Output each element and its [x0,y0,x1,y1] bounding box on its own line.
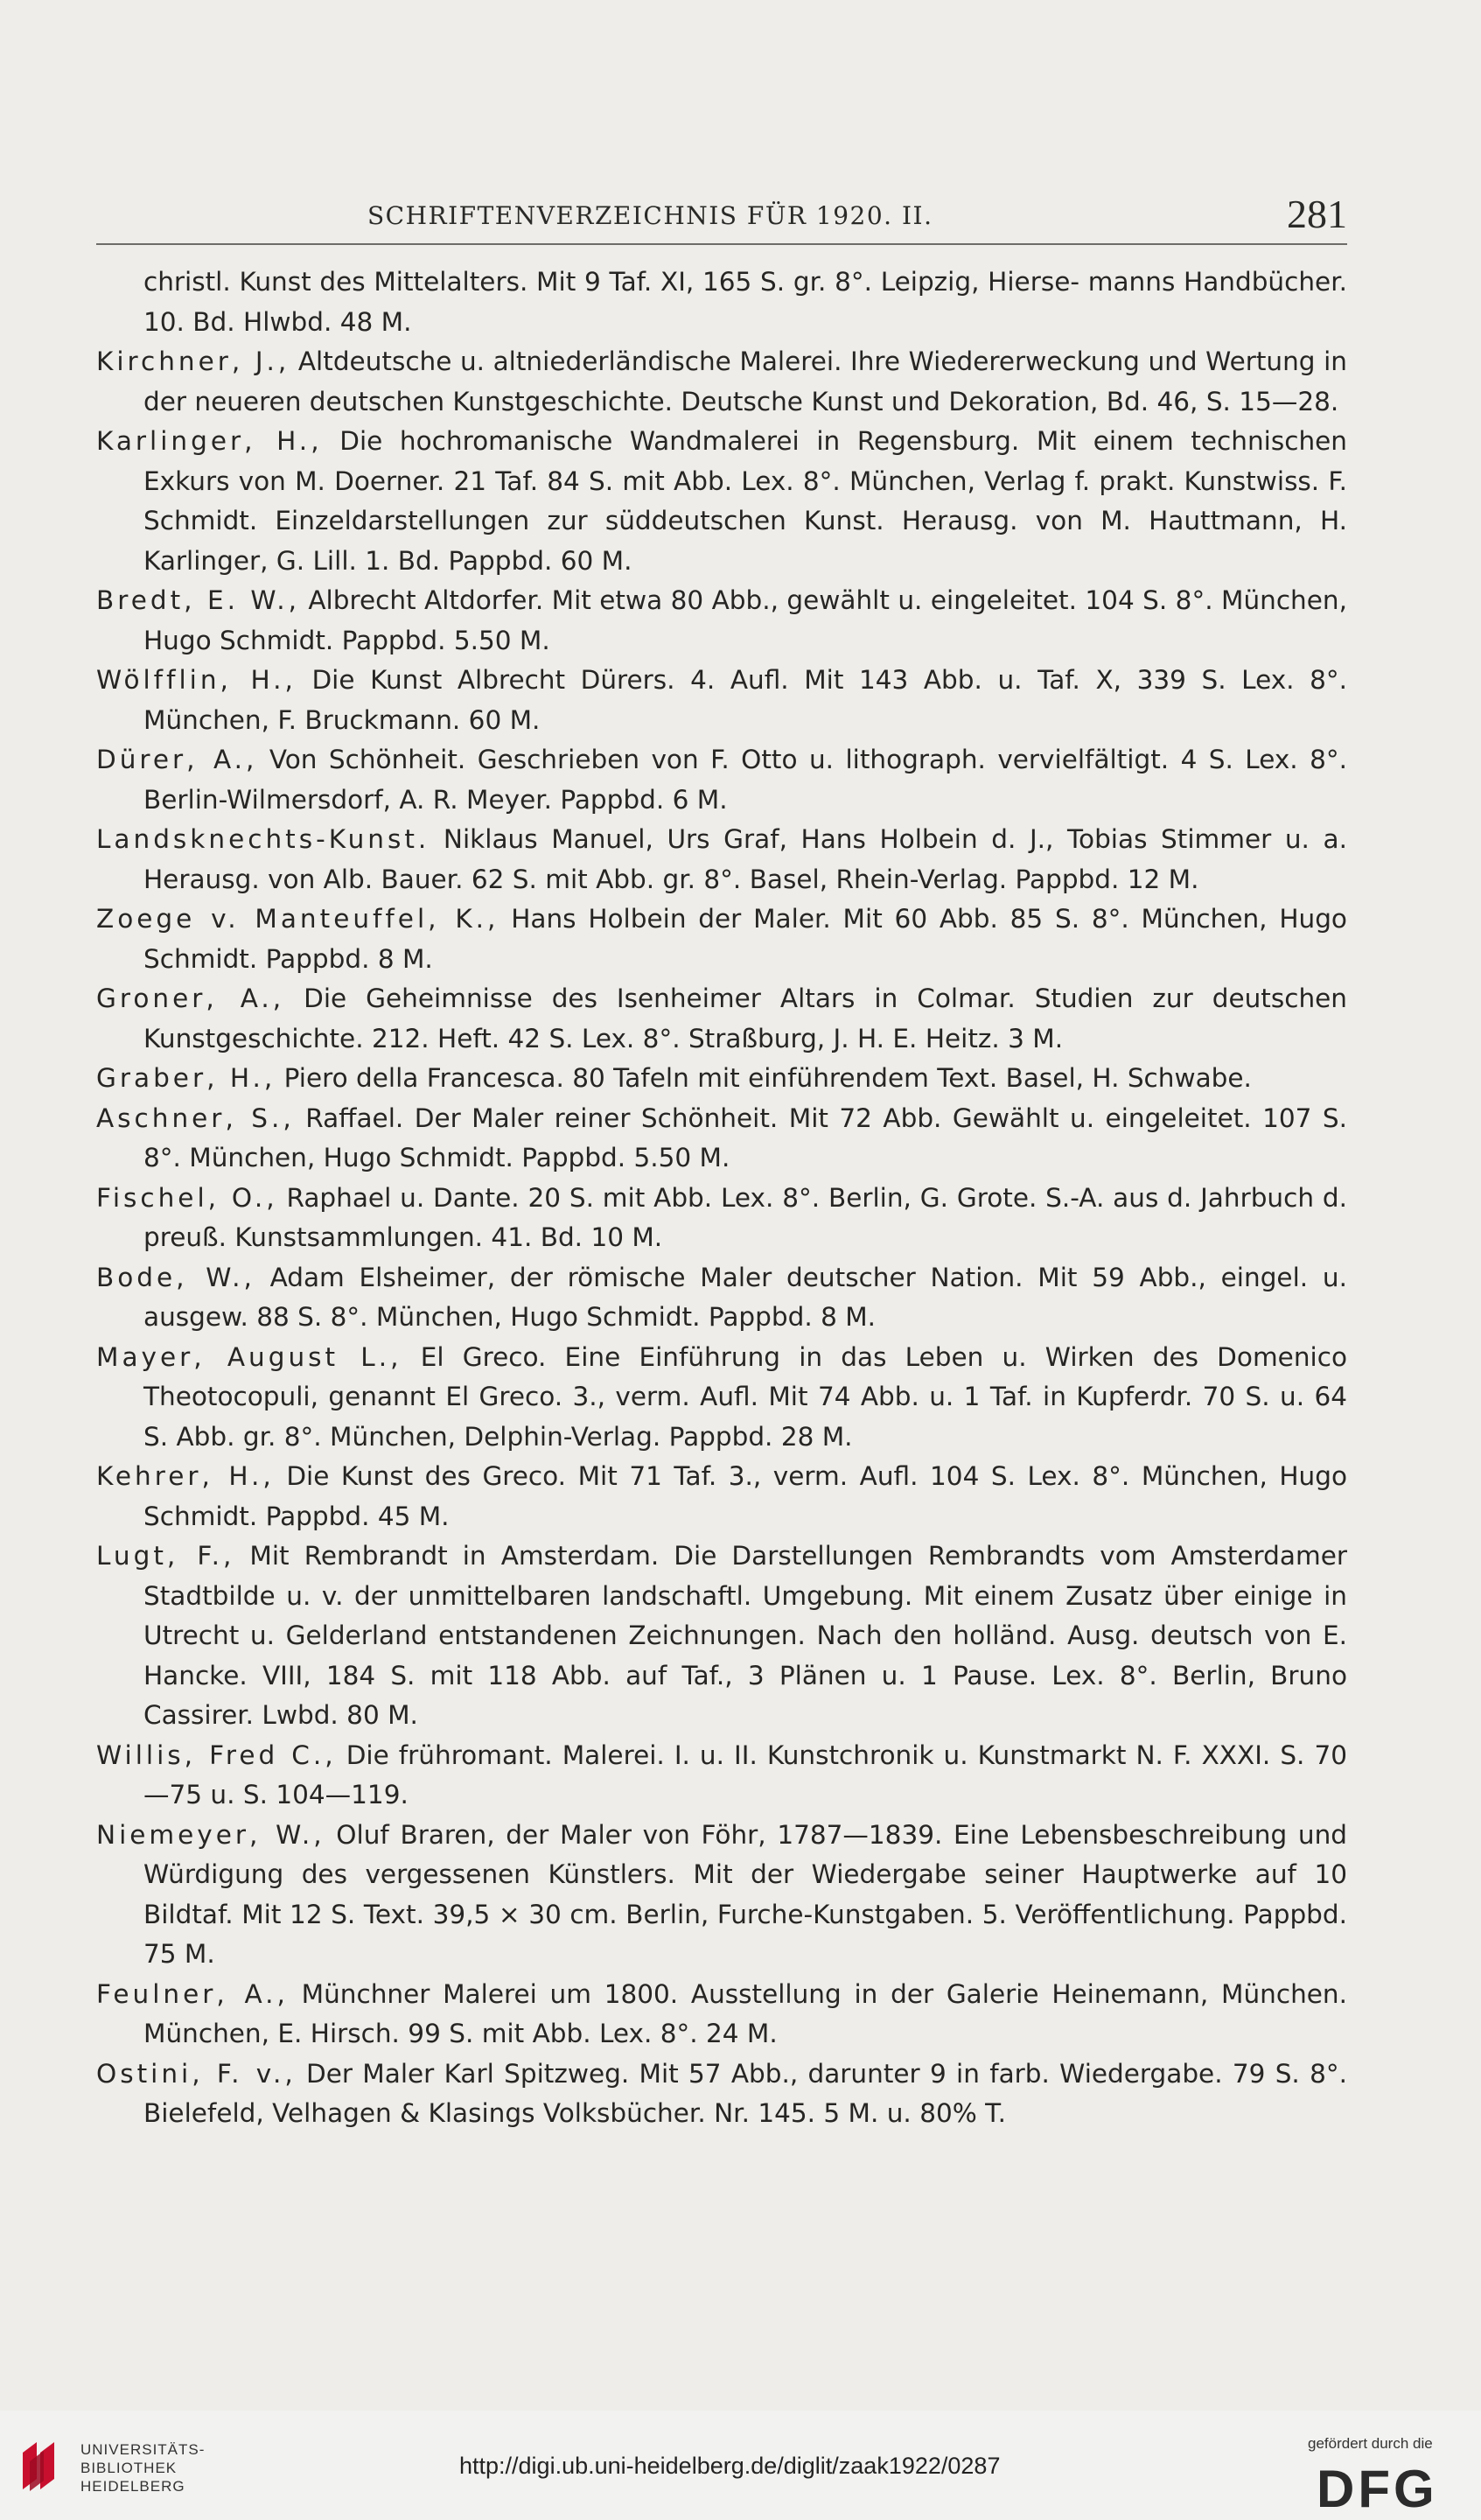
bibliography-entry [96,1736,1347,1816]
entry-author: Feulner, A., [96,1978,289,2009]
bibliography-entry [96,1059,1347,1099]
bibliography-entry [96,1338,1347,1458]
bibliography-list [96,262,1347,2134]
entry-author: Niemeyer, W., [96,1819,325,1850]
bibliography-entry [96,581,1347,661]
entry-text: Oluf Braren, der Maler von Föhr, 1787—1839. Eine Lebensbeschreibung und Würdigung des vergessenen Künstlers. Mit der Wiedergabe seiner Hauptwerke auf 10 Bildtaf. Mit 12 S. Text. 39,5 × 30 cm. Berlin, Furche-Kunstgaben. 5. Veröffentlichung. Pappbd. 75 M. [143,1819,1347,1969]
funding-caption: gefördert durch die [1308,2435,1433,2452]
entry-author: Graber, H., [96,1063,276,1093]
entry-author: Zoege v. Manteuffel, K., [96,904,499,934]
entry-text: Münchner Malerei um 1800. Ausstellung in der Galerie Heinemann, München. München, E. Hirsch. 99 S. mit Abb. Lex. 8°. 24 M. [143,1978,1347,2048]
entry-text: Raffael. Der Maler reiner Schönheit. Mit 72 Abb. Gewählt u. eingeleitet. 107 S. 8°. München, Hugo Schmidt. Pappbd. 5.50 M. [143,1102,1347,1172]
entry-author: Willis, Fred C., [96,1740,337,1770]
entry-text: Die frühromant. Malerei. I. u. II. Kunstchronik u. Kunstmarkt N. F. XXXI. S. 70—75 u. S. 104—119. [143,1740,1347,1810]
entry-text: Die hochromanische Wandmalerei in Regensburg. Mit einem technischen Exkurs von M. Doerner. 21 Taf. 84 S. mit Abb. Lex. 8°. München, Verlag f. prakt. Kunstwiss. F. Schmidt. Einzeldarstellungen zur süddeutschen Kunst. Herausg. von M. Hauttmann, H. Karlinger, G. Lill. 1. Bd. Pappbd. 60 M. [143,426,1347,576]
library-name [80,2440,205,2496]
entry-author: Landsknechts-Kunst. [96,824,430,854]
bibliography-entry [96,342,1347,422]
entry-text: El Greco. Eine Einführung in das Leben u. Wirken des Domenico Theotocopuli, genannt El Greco. 3., verm. Aufl. Mit 74 Abb. u. 1 Taf. in Kupferdr. 70 S. u. 64 S. Abb. gr. 8°. München, Delphin-Verlag. Pappbd. 28 M. [143,1341,1347,1452]
entry-author: Kehrer, H., [96,1461,275,1491]
entry-text: Altdeutsche u. altniederländische Malerei. Ihre Wiedererweckung und Wertung in der neueren deutschen Kunstgeschichte. Deutsche Kunst und Dekoration, Bd. 46, S. 15—28. [143,346,1347,416]
entry-author: Karlinger, H., [96,426,323,456]
entry-author: Ostini, F. v., [96,2058,297,2089]
entry-text: Hans Holbein der Maler. Mit 60 Abb. 85 S. 8°. München, Hugo Schmidt. Pappbd. 8 M. [143,904,1347,974]
entry-author: Bredt, E. W., [96,585,300,615]
entry-author: Fischel, O., [96,1182,278,1213]
entry-author: Dürer, A., [96,745,258,774]
ub-heidelberg-logo-icon [17,2437,66,2495]
entry-text: Mit Rembrandt in Amsterdam. Die Darstellungen Rembrandts vom Amsterdamer Stadtbilde u. v. der unmittelbaren landschaftl. Umgebung. Mit einem Zusatz über einige in Utrecht u. Gelderland entstandenen Zeichnungen. Nach den holländ. Ausg. deutsch von E. Hancke. VIII, 184 S. mit 118 Abb. auf Taf., 3 Plänen u. 1 Pause. Lex. 8°. Berlin, Bruno Cassirer. Lwbd. 80 M. [143,1541,1347,1730]
entry-text: Die Kunst Albrecht Dürers. 4. Aufl. Mit 143 Abb. u. Taf. X, 339 S. Lex. 8°. München, F. Bruckmann. 60 M. [143,665,1348,735]
bibliography-entry [96,740,1347,820]
entry-author: Kirchner, J., [96,346,290,376]
entry-author: Mayer, August L., [96,1341,402,1372]
continued-line-2: manns Handbücher. 10. Bd. Hlwbd. 48 M. [143,267,1347,337]
entry-text: Niklaus Manuel, Urs Graf, Hans Holbein d. J., Tobias Stimmer u. a. Herausg. von Alb. Bauer. 62 S. mit Abb. gr. 8°. Basel, Rhein-Verlag. Pappbd. 12 M. [143,824,1347,894]
entry-text: Von Schönheit. Geschrieben von F. Otto u. lithograph. vervielfältigt. 4 S. Lex. 8°. Berlin-Wilmersdorf, A. R. Meyer. Pappbd. 6 M. [143,745,1348,815]
bibliography-entry [96,900,1347,979]
bibliography-entry [96,1179,1347,1258]
continued-line-1: christl. Kunst des Mittelalters. Mit 9 Taf. XI, 165 S. gr. 8°. Leipzig, Hierse- [143,267,1080,297]
header-title: SCHRIFTENVERZEICHNIS FÜR 1920. II. [367,201,933,230]
bibliography-entry [96,1816,1347,1975]
bibliography-entry [96,1536,1347,1736]
permalink-url[interactable]: http://digi.ub.uni-heidelberg.de/diglit/zaak1922/0287 [459,2453,1001,2479]
bibliography-entry [96,1975,1347,2054]
bibliography-entry [96,422,1347,581]
library-line-2: BIBLIOTHEK [80,2460,178,2476]
entry-text: Adam Elsheimer, der römische Maler deutscher Nation. Mit 59 Abb., eingel. u. ausgew. 88 S. 8°. München, Hugo Schmidt. Pappbd. 8 M. [143,1262,1347,1332]
entry-author: Groner, A., [96,984,285,1013]
bibliography-entry [96,1258,1347,1338]
entry-author: Wölfflin, H., [96,665,297,695]
bibliography-entry [96,2054,1347,2134]
entry-text: Raphael u. Dante. 20 S. mit Abb. Lex. 8°. Berlin, G. Grote. S.-A. aus d. Jahrbuch d. preuß. Kunstsammlungen. 41. Bd. 10 M. [143,1182,1347,1252]
running-header [367,191,1347,243]
entry-text: Piero della Francesca. 80 Tafeln mit einführendem Text. Basel, H. Schwabe. [276,1063,1252,1093]
entry-author: Lugt, F., [96,1541,235,1571]
page-number: 281 [1287,192,1347,236]
dfg-logo: DFG [1317,2460,1438,2518]
entry-author: Bode, W., [96,1262,255,1292]
library-line-1: UNIVERSITÄTS- [80,2441,206,2458]
digitization-footer [0,2411,1481,2520]
entry-text: Albrecht Altdorfer. Mit etwa 80 Abb., gewählt u. eingeleitet. 104 S. 8°. München, Hugo Schmidt. Pappbd. 5.50 M. [143,585,1347,655]
library-line-3: HEIDELBERG [80,2478,185,2495]
entry-author: Aschner, S., [96,1102,295,1133]
bibliography-entry [96,661,1347,740]
bibliography-entry [96,1457,1347,1536]
bibliography-entry [96,979,1347,1059]
bibliography-entry [96,1099,1347,1179]
header-rule [96,243,1347,245]
continued-entry [96,262,1347,342]
bibliography-entry [96,820,1347,900]
entry-text: Die Geheimnisse des Isenheimer Altars in Colmar. Studien zur deutschen Kunstgeschichte. 212. Heft. 42 S. Lex. 8°. Straßburg, J. H. E. Heitz. 3 M. [143,984,1347,1054]
entry-text: Der Maler Karl Spitzweg. Mit 57 Abb., darunter 9 in farb. Wiedergabe. 79 S. 8°. Bielefeld, Velhagen & Klasings Volksbücher. Nr. 145. 5 M. u. 80% T. [143,2058,1347,2128]
entry-text: Die Kunst des Greco. Mit 71 Taf. 3., verm. Aufl. 104 S. Lex. 8°. München, Hugo Schmidt. Pappbd. 45 M. [143,1461,1348,1531]
